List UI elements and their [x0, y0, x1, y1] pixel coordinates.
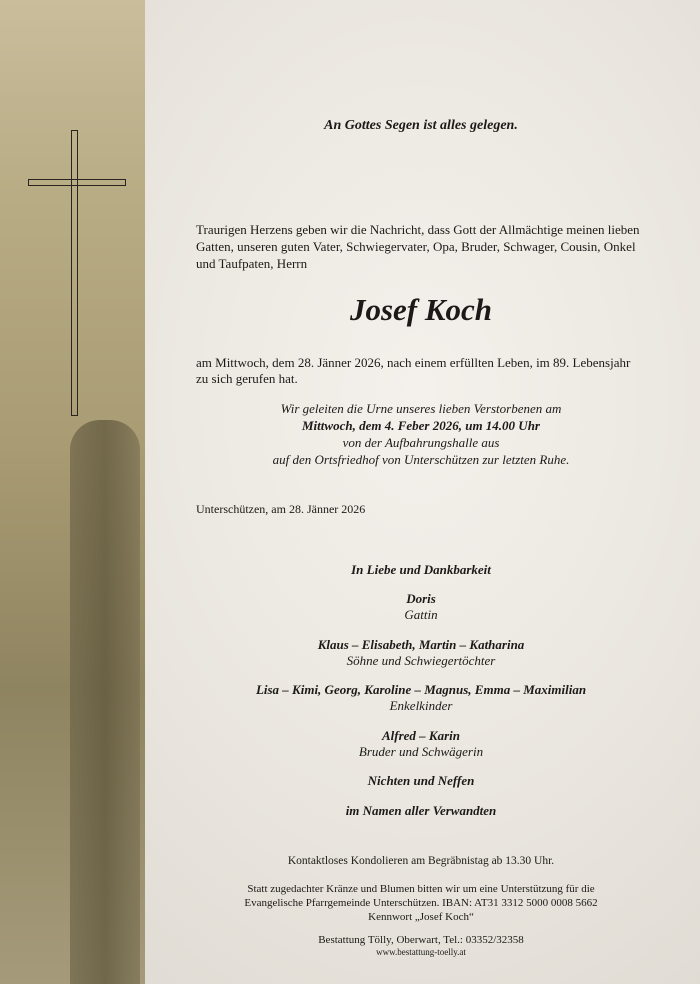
donation-line: Evangelische Pfarrgemeinde Unterschützen. IBAN: AT31 3312 5000 0008 5662: [244, 897, 598, 909]
all-relatives: im Namen aller Verwandten: [345, 803, 497, 818]
mourner-names: Doris: [406, 591, 436, 606]
motto: An Gottes Segen ist alles gelegen.: [324, 118, 518, 133]
funeral-line: auf den Ortsfriedhof von Unterschützen zur letzten Ruhe.: [272, 452, 570, 467]
death-line: zu sich gerufen hat.: [196, 371, 298, 386]
funeral-line: Wir geleiten die Urne unseres lieben Verstorbenen am: [280, 401, 562, 416]
donation-line: Kennwort „Josef Koch“: [368, 911, 474, 923]
mourner-role: Enkelkinder: [389, 698, 453, 713]
deceased-name: Josef Koch: [349, 292, 493, 327]
mourner-names: Alfred – Karin: [381, 728, 460, 743]
donation-line: Statt zugedachter Kränze und Blumen bitten wir um eine Unterstützung für die: [247, 883, 595, 895]
intro-line: Traurigen Herzens geben wir die Nachricht, dass Gott der Allmächtige meinen lieben: [196, 222, 640, 237]
mourner-names: Lisa – Kimi, Georg, Karoline – Magnus, Emma – Maximilian: [255, 682, 587, 697]
mourner-role: Söhne und Schwiegertöchter: [346, 653, 496, 668]
tree-trunk: [70, 420, 140, 984]
intro-line: Gatten, unseren guten Vater, Schwiegervater, Opa, Bruder, Schwager, Cousin, Onkel: [196, 239, 636, 254]
death-line: am Mittwoch, dem 28. Jänner 2026, nach einem erfüllten Leben, im 89. Lebensjahr: [196, 355, 631, 370]
funeral-line: von der Aufbahrungshalle aus: [342, 435, 500, 450]
nieces-nephews: Nichten und Neffen: [367, 773, 475, 788]
undertaker: Bestattung Tölly, Oberwart, Tel.: 03352/32358: [318, 934, 524, 946]
mourner-role: Bruder und Schwägerin: [358, 744, 484, 759]
website-link[interactable]: www.bestattung-toelly.at: [376, 947, 466, 957]
intro-line: und Taufpaten, Herrn: [196, 256, 308, 271]
funeral-date: Mittwoch, dem 4. Feber 2026, um 14.00 Uhr: [302, 418, 540, 433]
mourner-names: Klaus – Elisabeth, Martin – Katharina: [317, 637, 525, 652]
mourners-heading: In Liebe und Dankbarkeit: [351, 562, 491, 577]
place-date: Unterschützen, am 28. Jänner 2026: [196, 502, 366, 516]
mourner-role: Gattin: [404, 607, 438, 622]
condolence-note: Kontaktloses Kondolieren am Begräbnistag ab 13.30 Uhr.: [287, 855, 555, 867]
